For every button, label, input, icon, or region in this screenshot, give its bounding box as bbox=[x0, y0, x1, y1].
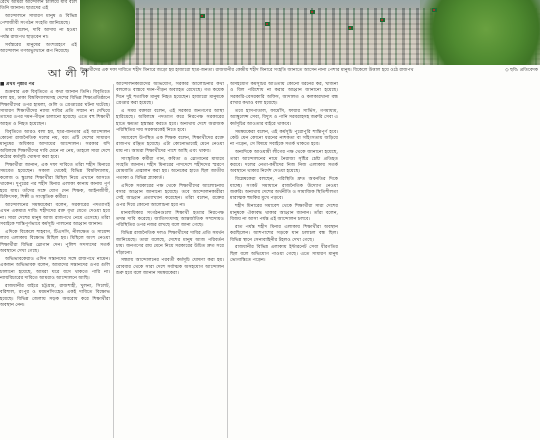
article-column-2 bbox=[116, 82, 224, 440]
flag-icon bbox=[265, 22, 270, 26]
top-column-paragraph: সর্বস্তরের মানুষের অংশগ্রহণে এই আন্দোলন গণঅভ্যুত্থানে রূপ নিয়েছে। bbox=[0, 42, 77, 55]
article-paragraph: আন্দোলনকারীদের অভিযোগ, সরকার আলোচনার কথা বললেও বাস্তবে দমন-পীড়ন অব্যাহত রেখেছে। গত কয়েক দিনে দুই শতাধিক মানুষ নিহত হয়েছেন। হাজারো মানুষকে গ্রেপ্তার করা হয়েছে। bbox=[116, 82, 224, 107]
article-paragraph: অন্যদিকে আওয়ামী লীগের পক্ষ থেকে জানানো হয়েছে, তারা আন্দোলনের নামে নৈরাজ্য সৃষ্টির চেষ্টা প্রতিহত করবে। দলের নেতা-কর্মীদের নিজ নিজ এলাকায় সতর্ক অবস্থানে থাকার নির্দেশ দেওয়া হয়েছে। bbox=[230, 150, 338, 175]
article-paragraph: এদিকে সরকারের পক্ষ থেকে শিক্ষার্থীদের আলোচনায় বসার আহ্বান জানানো হয়েছে। তবে আন্দোলনকারীরা সেই আহ্বান প্রত্যাখ্যান করেছেন। তাঁরা বলেন, রক্তের ওপর দিয়ে কোনো আলোচনা হবে না। bbox=[116, 183, 224, 208]
article-paragraph: অসহযোগ কর্মসূচির আওতায় কোনো ধরনের কর, খাজনা ও বিল পরিশোধ না করার আহ্বান জানানো হয়েছে। সরকারি-বেসরকারি অফিস, আদালত ও কলকারখানা বন্ধ রাখার কথাও বলা হয়েছে। bbox=[230, 82, 338, 107]
photo-caption-text: শিক্ষার্থীদের এক দফা দাবিতে শহীদ মিনারে জড়ো হয় হাজারো ছাত্র-জনতা। রাজধানীর কেন্দ্রীয় শহীদ মিনারে সংহতি জানাতে আসেন নানা পেশার মানুষ। বিকেলে উত্তাল হয়ে ওঠে রাজপথ bbox=[80, 68, 414, 73]
tree-left bbox=[80, 0, 135, 65]
continuation-marker: ■ প্রথম পৃষ্ঠার পর bbox=[0, 82, 35, 87]
article-paragraph: রাজধানীর বিভিন্ন এলাকায় ইন্টারনেট সেবা ধীরগতির ছিল বলে অভিযোগ পাওয়া গেছে। এতে সাধারণ মানুষ ভোগান্তিতে পড়েন। bbox=[230, 245, 338, 264]
article-paragraph: শহীদ মিনারের সমাবেশ থেকে শিক্ষার্থীরা সারা দেশের মানুষকে ঐক্যবদ্ধ থাকার আহ্বান জানান। তাঁরা বলেন, বিজয় না আসা পর্যন্ত এই আন্দোলন চলবে। bbox=[230, 204, 338, 223]
article-paragraph: আন্দোলনের সমন্বয়কেরা বলেন, সরকারের পদত্যাগই এখন একমাত্র দাবি। শহীদদের রক্ত বৃথা যেতে দেওয়া হবে না। সারা দেশের মানুষ আজ রাজপথে নেমে এসেছে। তাঁরা সবাইকে শান্তিপূর্ণভাবে কর্মসূচি পালনের আহ্বান জানান। bbox=[0, 202, 110, 228]
article-paragraph: শুক্রবার এক বিবৃতিতে এ কথা জানান তিনি। বিবৃতিতে বলা হয়, ঢাকা বিশ্ববিদ্যালয়সহ দেশের বিভিন্ন শিক্ষাপ্রতিষ্ঠানে শিক্ষার্থীদের ওপর হামলা, গুলি ও গ্রেপ্তারের ঘটনা ঘটেছে। সাধারণ শিক্ষার্থীদের ন্যায্য দাবির প্রতি সম্মান না দেখিয়ে তাদের ওপর দমন-পীড়ন চালানো হয়েছে। এতে বহু শিক্ষার্থী আহত ও নিহত হয়েছেন। bbox=[0, 89, 110, 127]
blank-margin bbox=[338, 82, 540, 440]
headline: আ লী গ bbox=[48, 67, 89, 80]
top-left-column bbox=[0, 0, 77, 62]
flag-icon bbox=[348, 26, 353, 30]
article-paragraph: বিভিন্ন রাজনৈতিক দলও শিক্ষার্থীদের দাবির প্রতি সমর্থন জানিয়েছে। তারা বলেছে, দেশের মানুষ আজ পরিবর্তন চায়। জনগণের রায় মেনে নিয়ে সরকারের উচিত দ্রুত সরে দাঁড়ানো। bbox=[116, 231, 224, 256]
flag-icon bbox=[200, 14, 205, 18]
column-divider bbox=[227, 84, 228, 438]
protest-crowd-photo bbox=[80, 0, 540, 65]
article-paragraph: সাংস্কৃতিক কর্মীরা গান, কবিতা ও স্লোগানের মাধ্যমে সংহতি জানান। শহীদ মিনারের পাদদেশে শহীদদের স্মরণে মোমবাতি প্রজ্বালন করা হয়। অনেকের হাতে ছিল জাতীয় পতাকা ও বিভিন্ন প্ল্যাকার্ড। bbox=[116, 156, 224, 181]
article-paragraph: মানবাধিকার সংগঠনগুলো শিক্ষার্থী হত্যার নিরপেক্ষ তদন্ত দাবি করেছে। জাতিসংঘসহ আন্তর্জাতিক সম্প্রদায়ও পরিস্থিতির ওপর নজর রাখছে বলে জানা গেছে। bbox=[116, 210, 224, 229]
photo-credit: ◇ ছবি: প্রতিবেদক bbox=[505, 68, 538, 73]
column-divider bbox=[113, 84, 114, 438]
photo-caption bbox=[80, 66, 538, 75]
article-paragraph: শিক্ষার্থীরা জানান, এক দফা দাবিতে তাঁরা শহীদ মিনারে সমবেত হয়েছেন। সকাল থেকেই বিভিন্ন বিশ্ববিদ্যালয়, কলেজ ও স্কুলের শিক্ষার্থীরা মিছিল নিয়ে এখানে আসতে থাকেন। দুপুরের পর শহীদ মিনার এলাকা কানায় কানায় পূর্ণ হয়ে যায়। তাঁদের সঙ্গে যোগ দেন শিক্ষক, আইনজীবী, চিকিৎসক, শিল্পী ও সাংস্কৃতিক কর্মীরা। bbox=[0, 163, 110, 201]
top-column-paragraph: তারা বলেন, দাবি আদায় না হওয়া পর্যন্ত রাজপথ ছাড়বেন না। bbox=[0, 28, 77, 40]
article-paragraph: সন্ধ্যায় আন্দোলনের পরবর্তী কর্মসূচি ঘোষণা করা হয়। রোববার থেকে সারা দেশে সর্বাত্মক অসহযোগ আন্দোলন শুরু হবে বলে জানান সমন্বয়কেরা। bbox=[116, 258, 224, 277]
article-column-3 bbox=[230, 82, 338, 440]
article-column-1 bbox=[0, 82, 110, 440]
top-column-paragraph: রেখে আমরা আন্দোলন চালিয়ে যাব বলে তিনি জানান। ছাত্রদের এই bbox=[0, 0, 77, 12]
flag-icon bbox=[310, 10, 315, 14]
flag-icon bbox=[380, 18, 385, 22]
article-paragraph: তবে হাসপাতাল, ফার্মেসি, ফায়ার সার্ভিস, গণমাধ্যম, অ্যাম্বুলেন্স সেবা, বিদ্যুৎ ও পানি সরবরাহসহ জরুরি সেবা এ কর্মসূচির আওতার বাইরে থাকবে। bbox=[230, 109, 338, 127]
top-column-paragraph: আন্দোলনে সাধারণ মানুষ ও বিভিন্ন পেশাজীবী সংগঠন সংহতি জানিয়েছে। bbox=[0, 14, 77, 26]
article-paragraph: রাজধানীর বাইরে চট্টগ্রাম, রাজশাহী, খুলনা, সিলেট, বরিশাল, রংপুর ও ময়মনসিংহেও একই দাবিতে বিক্ষোভ হয়েছে। বিভিন্ন জেলায় সড়ক অবরোধ করে শিক্ষার্থীরা অবস্থান নেন। bbox=[0, 283, 110, 309]
article-paragraph: সমাবেশে উপস্থিত এক শিক্ষক বলেন, শিক্ষার্থীদের রক্তে রাজপথ রঞ্জিত হয়েছে। এটা কোনোভাবেই মেনে নেওয়া যায় না। আমরা শিক্ষার্থীদের পাশে আছি এবং থাকব। bbox=[116, 136, 224, 154]
article-paragraph: বিশ্লেষকেরা বলছেন, পরিস্থিতি দ্রুত অবনতির দিকে যাচ্ছে। সংকট সমাধানে রাজনৈতিক উদ্যোগ নেওয়া জরুরি। অন্যথায় দেশের অর্থনীতি ও সামাজিক স্থিতিশীলতা মারাত্মক হুমকির মুখে পড়বে। bbox=[230, 177, 338, 202]
flag-icon bbox=[432, 8, 437, 12]
article-paragraph: এ সময় বক্তারা বলেন, এই সরকার জনগণের আস্থা হারিয়েছে। অবিলম্বে পদত্যাগ করে নিরপেক্ষ সরকারের হাতে ক্ষমতা হস্তান্তর করতে হবে। অন্যথায় দেশে অরাজক পরিস্থিতির দায় সরকারকেই নিতে হবে। bbox=[116, 109, 224, 134]
article-paragraph: রাত পর্যন্ত শহীদ মিনার এলাকায় শিক্ষার্থীরা অবস্থান করছিলেন। আশপাশের সড়কে যান চলাচল বন্ধ ছিল। বিভিন্ন স্থানে সেনাবাহিনীর টহলও দেখা গেছে। bbox=[230, 224, 338, 243]
tree-right bbox=[420, 0, 540, 65]
article-paragraph: অভিভাবকেরাও এদিন সন্তানদের সঙ্গে রাজপথে নামেন। একজন অভিভাবক বলেন, আমাদের সন্তানদের ওপর গুলি চালানো হয়েছে, আমরা ঘরে বসে থাকতে পারি না। ন্যায়বিচারের দাবিতে আমরাও আন্দোলনে আছি। bbox=[0, 256, 110, 282]
article-paragraph: এদিকে বিকেলে শাহবাগ, টিএসসি, নীলক্ষেত ও সায়েন্স ল্যাব এলাকায় বিক্ষোভ মিছিল হয়। মিছিলে অংশ নেওয়া শিক্ষার্থীরা বিভিন্ন স্লোগান দেন। পুলিশ সদস্যদের সতর্ক অবস্থানে দেখা গেছে। bbox=[0, 229, 110, 255]
article-paragraph: বিবৃতিতে আরও বলা হয়, ছাত্র-জনতার এই আন্দোলন কোনো রাজনৈতিক দলের নয়, বরং এটি দেশের সাধারণ মানুষের অধিকার আদায়ের আন্দোলন। সরকার যদি অবিলম্বে শিক্ষার্থীদের দাবি মেনে না নেয়, তাহলে সারা দেশে কঠোর কর্মসূচি ঘোষণা করা হবে। bbox=[0, 129, 110, 161]
article-paragraph: সমন্বয়কেরা বলেন, এই কর্মসূচি পুরোপুরি শান্তিপূর্ণ হবে। কেউ যেন কোনো ধরনের নাশকতা বা সহিংসতায় জড়িয়ে না পড়েন, সে বিষয়ে সবাইকে সতর্ক থাকতে হবে। bbox=[230, 129, 338, 148]
